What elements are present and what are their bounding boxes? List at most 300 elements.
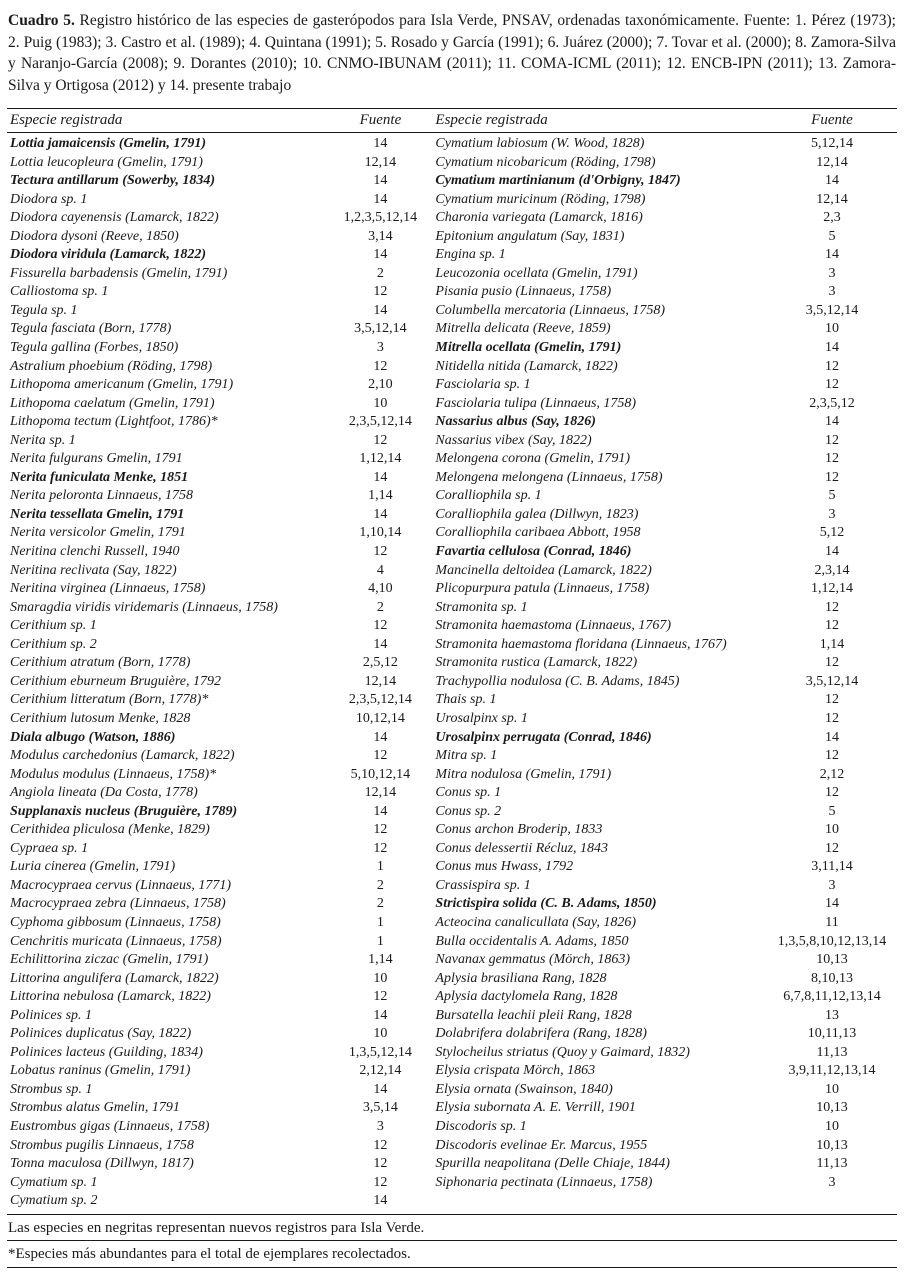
source-value: 10,13 [816,952,848,968]
table-row [7,246,432,265]
table-row [432,951,897,970]
source-value: 14 [373,506,388,522]
species-name: Mitra sp. 1 [435,748,498,764]
table-row [7,1174,432,1193]
species-name: Diala albugo (Watson, 1886) [10,729,176,745]
species-name: Mitra nodulosa (Gmelin, 1791) [435,766,612,782]
header-right-half [432,110,897,131]
table-row [432,154,897,173]
table-row [432,895,897,914]
species-name: Cerithium sp. 2 [10,636,97,652]
table-row [7,951,432,970]
table-row [7,172,432,191]
table-row [7,803,432,822]
source-value: 2,3,5,12,14 [348,414,412,430]
source-value: 2,3,5,12 [809,395,855,411]
species-name: Trachypollia nodulosa (C. B. Adams, 1845) [435,673,680,689]
footnote-bold-species: Las especies en negritas representan nuevos registros para Isla Verde. [7,1215,897,1242]
species-name: Cerithidea pliculosa (Menke, 1829) [10,822,210,838]
table-row [7,228,432,247]
source-value: 12,14 [364,785,397,801]
source-value: 10 [373,395,388,411]
table-row [7,358,432,377]
source-value: 2,12,14 [359,1063,402,1079]
species-name: Lithopoma tectum (Lightfoot, 1786)* [10,414,218,430]
species-name: Cymatium nicobaricum (Röding, 1798) [435,154,656,170]
source-value: 14 [373,1081,388,1097]
source-value: 12 [824,785,839,801]
source-value: 1,14 [368,488,393,504]
table-row [7,562,432,581]
species-name: Macrocypraea cervus (Linnaeus, 1771) [10,877,232,893]
species-name: Polinices lacteus (Guilding, 1834) [10,1044,203,1060]
source-value: 12 [373,544,388,560]
source-value: 10 [373,970,388,986]
species-name: Conus sp. 2 [435,803,502,819]
source-value: 3 [828,265,836,281]
table-row [7,487,432,506]
source-value: 14 [373,173,388,189]
species-name: Nerita sp. 1 [10,432,76,448]
source-value: 12,14 [816,191,848,207]
species-name: Elysia subornata A. E. Verrill, 1901 [435,1100,636,1116]
species-name: Diodora sp. 1 [10,191,88,207]
table-row [7,1025,432,1044]
table-body [7,133,897,1214]
source-value: 2 [376,877,384,893]
source-value: 3,5,12,14 [805,302,859,318]
table-row [7,413,432,432]
species-name: Fissurella barbadensis (Gmelin, 1791) [10,265,228,281]
species-table [7,108,897,1215]
table-row [7,636,432,655]
source-value: 11 [825,914,839,930]
source-value: 3 [828,877,836,893]
table-row [432,766,897,785]
table-row [432,1044,897,1063]
table-row [7,450,432,469]
source-value: 12 [824,618,839,634]
source-value: 12 [373,358,388,374]
species-name: Neritina virginea (Linnaeus, 1758) [10,581,206,597]
source-value: 1 [376,914,384,930]
source-value: 10 [824,1081,839,1097]
table-row [7,1155,432,1174]
source-value: 12 [824,599,839,615]
source-value: 2,3,5,12,14 [348,692,412,708]
table-row [432,729,897,748]
table-row [7,1118,432,1137]
species-name: Cymatium sp. 2 [10,1193,98,1209]
species-name: Strombus alatus Gmelin, 1791 [10,1100,180,1116]
source-value: 12 [373,840,388,856]
species-name: Navanax gemmatus (Mörch, 1863) [435,952,631,968]
source-value: 5 [828,488,836,504]
species-name: Conus delessertii Récluz, 1843 [435,840,609,856]
source-value: 8,10,13 [810,970,853,986]
table-row [432,543,897,562]
source-value: 5,12 [819,525,845,541]
source-value: 12 [824,748,839,764]
table-row [432,710,897,729]
table-row [7,599,432,618]
table-row [432,265,897,284]
source-value: 12 [824,655,839,671]
source-value: 14 [373,803,388,819]
table-row [432,450,897,469]
table-row [432,858,897,877]
source-value: 3 [828,284,836,300]
species-name: Lithopoma americanum (Gmelin, 1791) [10,377,234,393]
table-row [432,487,897,506]
table-row [7,729,432,748]
source-value: 1,3,5,8,10,12,13,14 [777,933,887,949]
species-name: Nerita versicolor Gmelin, 1791 [10,525,186,541]
species-name: Dolabrifera dolabrifera (Rang, 1828) [435,1026,647,1042]
table-row [432,172,897,191]
species-name: Nerita funiculata Menke, 1851 [10,469,189,485]
species-name: Tectura antillarum (Sowerby, 1834) [10,173,216,189]
species-name: Nassarius vibex (Say, 1822) [435,432,592,448]
species-name: Neritina clenchi Russell, 1940 [10,544,180,560]
source-value: 14 [373,1193,388,1209]
source-value: 1,12,14 [359,451,402,467]
source-value: 12 [824,432,839,448]
table-row [7,1137,432,1156]
source-value: 14 [373,136,388,151]
table-row [432,1174,897,1193]
species-column-right [432,135,897,1192]
species-name: Diodora dysoni (Reeve, 1850) [10,228,179,244]
species-name: Cerithium lutosum Menke, 1828 [10,710,191,726]
species-name: Stramonita haemastoma (Linnaeus, 1767) [435,618,672,634]
species-name: Cypraea sp. 1 [10,840,89,856]
table-row [7,265,432,284]
source-value: 2,3 [823,210,841,226]
species-name: Melongena corona (Gmelin, 1791) [435,451,631,467]
species-name: Conus sp. 1 [435,785,502,801]
species-name: Modulus modulus (Linnaeus, 1758)* [10,766,217,782]
table-row [432,617,897,636]
species-name: Favartia cellulosa (Conrad, 1846) [435,544,632,560]
table-row [7,580,432,599]
source-value: 11,13 [816,1156,848,1172]
source-value: 12 [373,618,388,634]
species-name: Strombus pugilis Linnaeus, 1758 [10,1137,194,1153]
source-value: 14 [373,191,388,207]
source-value: 3,11,14 [811,859,853,875]
species-name: Mancinella deltoidea (Lamarck, 1822) [435,562,652,578]
table-row [7,858,432,877]
table-row [7,506,432,525]
table-row [7,543,432,562]
species-name: Aplysia brasiliana Rang, 1828 [435,970,607,986]
table-row [7,914,432,933]
source-value: 3 [828,1174,836,1190]
source-value: 3,9,11,12,13,14 [788,1063,876,1079]
source-value: 14 [824,414,839,430]
table-row [432,1155,897,1174]
table-row [432,821,897,840]
species-name: Coralliophila galea (Dillwyn, 1823) [435,506,639,522]
species-name: Melongena melongena (Linnaeus, 1758) [435,469,663,485]
source-value: 14 [373,636,388,652]
column-header-species-right: Especie registrada [435,112,548,128]
species-name: Tonna maculosa (Dillwyn, 1817) [10,1156,194,1172]
table-row [432,673,897,692]
source-value: 2,3,14 [814,562,850,578]
table-row [7,1062,432,1081]
column-header-source-right: Fuente [811,112,853,128]
species-name: Pisania pusio (Linnaeus, 1758) [435,284,612,300]
source-value: 14 [373,729,388,745]
table-row [432,747,897,766]
species-name: Stramonita rustica (Lamarck, 1822) [435,655,638,671]
table-row [432,209,897,228]
source-value: 3,5,12,14 [805,673,859,689]
table-row [432,524,897,543]
source-value: 14 [373,1007,388,1023]
species-name: Cymatium martinianum (d'Orbigny, 1847) [435,173,681,189]
species-name: Spurilla neapolitana (Delle Chiaje, 1844) [435,1156,670,1172]
source-value: 12 [373,1156,388,1172]
source-value: 2 [376,265,384,281]
table-row [7,524,432,543]
source-value: 14 [824,896,839,912]
source-value: 3 [376,1118,384,1134]
species-name: Bursatella leachii pleii Rang, 1828 [435,1007,632,1023]
table-row [7,135,432,154]
species-name: Nerita peloronta Linnaeus, 1758 [10,488,194,504]
table-row [7,840,432,859]
species-name: Lottia jamaicensis (Gmelin, 1791) [10,136,206,151]
species-name: Aplysia dactylomela Rang, 1828 [435,989,618,1005]
species-name: Strictispira solida (C. B. Adams, 1850) [435,896,657,912]
source-value: 1,2,3,5,12,14 [343,210,418,226]
species-name: Fasciolaria tulipa (Linnaeus, 1758) [435,395,637,411]
table-row [432,599,897,618]
source-value: 10 [824,822,839,838]
species-name: Elysia crispata Mörch, 1863 [435,1063,596,1079]
source-value: 10,13 [816,1137,848,1153]
column-header-source-left: Fuente [359,112,402,128]
source-value: 14 [824,247,839,263]
species-name: Neritina reclivata (Say, 1822) [10,562,177,578]
source-value: 2,12 [819,766,845,782]
table-row [432,1007,897,1026]
species-name: Supplanaxis nucleus (Bruguière, 1789) [10,803,238,819]
species-name: Cenchritis muricata (Linnaeus, 1758) [10,933,222,949]
species-name: Macrocypraea zebra (Linnaeus, 1758) [10,896,226,912]
table-row [7,154,432,173]
species-name: Plicopurpura patula (Linnaeus, 1758) [435,581,650,597]
table-row [432,191,897,210]
source-value: 12,14 [364,154,397,170]
species-name: Stramonita sp. 1 [435,599,528,615]
source-value: 3,14 [368,228,393,244]
source-value: 12 [373,1137,388,1153]
table-footnotes [7,1215,897,1268]
table-row [7,970,432,989]
header-left-half [7,110,432,131]
table-row [432,1081,897,1100]
source-value: 3,5,14 [362,1100,398,1116]
species-name: Urosalpinx sp. 1 [435,710,528,726]
table-row [432,283,897,302]
species-name: Fasciolaria sp. 1 [435,377,531,393]
table-row [7,432,432,451]
table-row [7,895,432,914]
species-name: Cerithium eburneum Bruguière, 1792 [10,673,222,689]
table-row [432,1137,897,1156]
table-header-row [7,109,897,133]
table-row [7,691,432,710]
table-row [432,1062,897,1081]
table-row [7,821,432,840]
species-name: Thais sp. 1 [435,692,497,708]
source-value: 14 [824,340,839,356]
table-row [432,580,897,599]
table-row [432,302,897,321]
source-value: 3,5,12,14 [354,321,407,337]
caption-text: Registro histórico de las especies de gasterópodos para Isla Verde, PNSAV, ordenadas taxonómicamente. Fuente: 1. Pérez (1973); 2. Puig (1983); 3. Castro et al. (1989); 4. Quintana (1991); 5. Rosado y García (1991); 6. Juárez (2000); 7. Tovar et al. (2000); 8. Zamora-Silva y Naranjo-García (2008); 9. Dorantes (2010); 10. CNMO-IBUNAM (2011); 11. COMA-ICML (2011); 12. ENCB-IPN (2011); 13. Zamora-Silva y Ortigosa (2012) y 14. presente trabajo [8,12,896,94]
table-row [432,970,897,989]
table-row [432,228,897,247]
species-name: Stramonita haemastoma floridana (Linnaeus, 1767) [435,636,727,652]
species-name: Lobatus raninus (Gmelin, 1791) [10,1063,191,1079]
table-row [432,339,897,358]
source-value: 14 [824,173,839,189]
table-row [7,395,432,414]
table-row [432,1099,897,1118]
source-value: 1 [376,933,384,949]
table-row [7,766,432,785]
source-value: 2,10 [368,377,393,393]
source-value: 4 [376,562,384,578]
table-row [7,673,432,692]
species-name: Tegula sp. 1 [10,302,78,318]
source-value: 13 [824,1007,839,1023]
species-name: Coralliophila caribaea Abbott, 1958 [435,525,641,541]
source-value: 14 [824,729,839,745]
species-column-left [7,135,432,1211]
species-name: Cymatium muricinum (Röding, 1798) [435,191,646,207]
source-value: 2 [376,599,384,615]
species-name: Cymatium labiosum (W. Wood, 1828) [435,136,645,151]
table-row [7,339,432,358]
table-row [432,562,897,581]
source-value: 12 [824,840,839,856]
source-value: 10,12,14 [355,710,405,726]
species-name: Strombus sp. 1 [10,1081,93,1097]
table-row [432,320,897,339]
source-value: 10 [824,321,839,337]
caption-label: Cuadro 5. [8,12,75,29]
table-row [7,617,432,636]
species-name: Diodora cayenensis (Lamarck, 1822) [10,210,219,226]
species-name: Cyphoma gibbosum (Linnaeus, 1758) [10,914,221,930]
source-value: 12 [373,432,388,448]
species-name: Modulus carchedonius (Lamarck, 1822) [10,748,235,764]
table-row [7,320,432,339]
source-value: 5 [828,803,836,819]
table-caption [8,10,896,96]
source-value: 11,13 [816,1044,848,1060]
species-name: Calliostoma sp. 1 [10,284,109,300]
source-value: 3 [376,340,384,356]
source-value: 14 [373,247,388,263]
species-name: Nerita tessellata Gmelin, 1791 [10,506,185,522]
species-name: Luria cinerea (Gmelin, 1791) [10,859,176,875]
species-name: Echilittorina ziczac (Gmelin, 1791) [10,952,209,968]
species-name: Smaragdia viridis viridemaris (Linnaeus, 1758) [10,599,278,615]
table-row [7,747,432,766]
source-value: 12 [824,377,839,393]
species-name: Acteocina canalicullata (Say, 1826) [435,914,637,930]
source-value: 12 [824,451,839,467]
source-value: 3 [828,506,836,522]
source-value: 12 [373,1174,388,1190]
table-row [432,914,897,933]
source-value: 14 [373,469,388,485]
source-value: 10 [824,1118,839,1134]
species-name: Cymatium sp. 1 [10,1174,98,1190]
species-name: Stylocheilus striatus (Quoy y Gaimard, 1832) [435,1044,690,1060]
species-name: Siphonaria pectinata (Linnaeus, 1758) [435,1174,653,1190]
table-row [432,376,897,395]
source-value: 12 [373,284,388,300]
table-row [7,1044,432,1063]
species-name: Nitidella nitida (Lamarck, 1822) [435,358,618,374]
source-value: 12 [824,710,839,726]
table-row [7,988,432,1007]
source-value: 12 [824,692,839,708]
source-value: 1,12,14 [810,581,853,597]
table-row [7,1007,432,1026]
table-row [432,803,897,822]
species-name: Cerithium sp. 1 [10,618,97,634]
source-value: 14 [824,544,839,560]
source-value: 1,14 [368,952,393,968]
species-name: Engina sp. 1 [435,247,506,263]
source-value: 4,10 [368,581,393,597]
species-name: Lottia leucopleura (Gmelin, 1791) [10,154,203,170]
source-value: 10 [373,1026,388,1042]
table-row [7,1099,432,1118]
footnote-abundant-species: *Especies más abundantes para el total de ejemplares recolectados. [7,1241,897,1268]
table-row [7,191,432,210]
table-row [7,302,432,321]
source-value: 12,14 [364,673,397,689]
source-value: 12 [373,822,388,838]
table-row [7,1081,432,1100]
source-value: 1,10,14 [359,525,402,541]
source-value: 5,10,12,14 [350,766,411,782]
source-value: 12 [373,989,388,1005]
species-name: Mitrella ocellata (Gmelin, 1791) [435,340,622,356]
species-name: Elysia ornata (Swainson, 1840) [435,1081,613,1097]
species-name: Nerita fulgurans Gmelin, 1791 [10,451,183,467]
source-value: 12,14 [816,154,848,170]
table-row [432,988,897,1007]
table-row [432,246,897,265]
species-name: Cerithium litteratum (Born, 1778)* [10,692,209,708]
species-name: Lithopoma caelatum (Gmelin, 1791) [10,395,215,411]
table-row [432,469,897,488]
source-value: 12 [824,469,839,485]
table-row [432,933,897,952]
species-name: Eustrombus gigas (Linnaeus, 1758) [10,1118,210,1134]
